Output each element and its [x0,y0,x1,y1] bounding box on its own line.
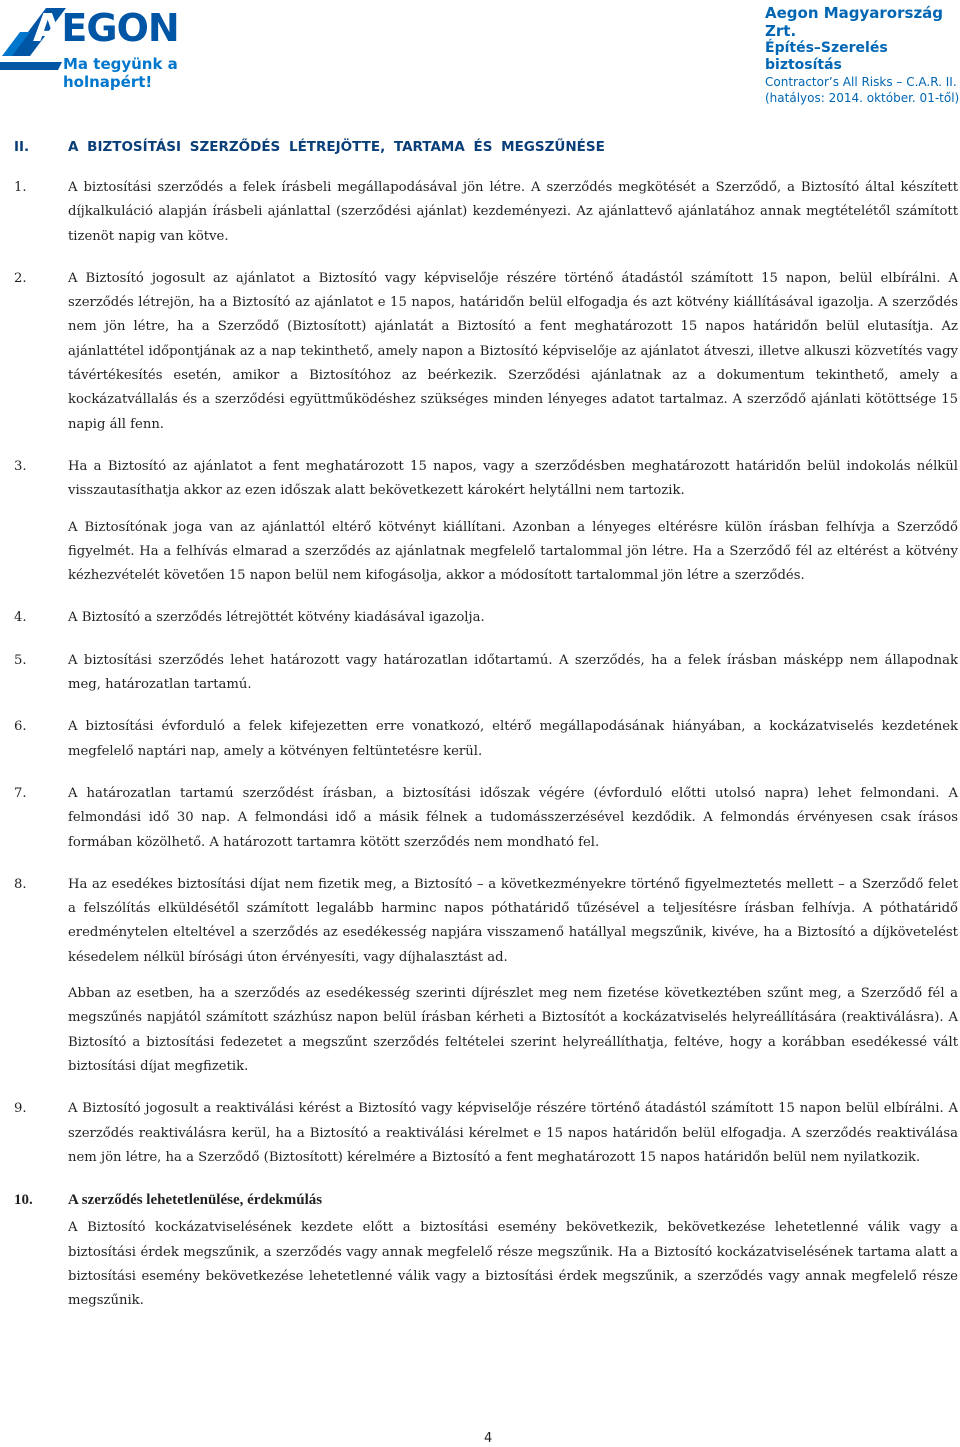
list-item [14,455,958,588]
item-number: 2. [14,270,27,286]
paragraph: A biztosítási szerződés lehet határozott vagy határozatlan időtartamú. A szerződés, ha a felek írásban másképp nem állapodnak meg, határozatlan tartamú. [68,652,958,693]
product-name: Építés–Szerelés biztosítás [765,40,888,73]
section-number: II. [14,139,30,155]
section-title [14,139,605,155]
slogan: Ma tegyünk a holnapért! [63,55,178,91]
item-body [68,455,958,588]
item-number: 3. [14,458,27,474]
product-subtitle: Contractor’s All Risks – C.A.R. II. [765,75,957,89]
page-number: 4 [484,1431,493,1446]
item-body [68,606,958,630]
page-header [0,0,960,105]
aegon-logo [0,0,260,90]
item-body [68,176,958,249]
item-number: 5. [14,652,27,668]
item-body [68,267,958,437]
paragraph: A biztosítási évforduló a felek kifejezetten erre vonatkozó, eltérő megállapodásának hiányában, a kockázatviselés kezdetének megfelelő naptári nap, amely a kötvényen feltüntetésre kerül. [68,719,958,759]
item-body [68,715,958,764]
list-item [14,782,958,855]
paragraph: Ha az esedékes biztosítási díjat nem fizetik meg, a Biztosító – a következményekre történő figyelmeztetés mellett – a Szerződő felet a felszólítás elküldésétől számított legalább harminc napos póthatáridő tűzésével a teljesítésre írásban felhívja. A póthatáridő eredménytelen elteltével a szerződés az esedékesség napjára visszamenő hatállyal megszűnik, kivéve, ha a Biztosító a díjkövetelést késedelem nélkül bírósági úton érvényesíti, vagy díjhalasztást ad. [68,876,958,965]
item-number: 9. [14,1101,27,1117]
logo-text: EGON [61,6,179,50]
list-item [14,649,958,698]
logo-wordmark [33,6,179,50]
item-body [68,1097,958,1170]
paragraph: A Biztosító kockázatviselésének kezdete előtt a biztosítási esemény bekövetkezik, bekövetkezése lehetetlenné válik vagy a biztosítási érdek megszűnik, a szerződés vagy annak megfelelő része megszűnik. Ha a Biztosító kockázatviselésének tartama alatt a biztosítási esemény bekövetkezése lehetetlenné válik vagy a biztosítási érdek megszűnik, a szerződés vagy annak megfelelő része megszűnik. [68,1220,958,1309]
validity-date: (hatályos: 2014. október. 01-től) [765,91,960,105]
logo-letter: A [33,6,62,50]
paragraph: A Biztosító a szerződés létrejöttét kötvény kiadásával igazolja. [68,610,485,626]
paragraph: A határozatlan tartamú szerződést írásban, a biztosítási időszak végére (évforduló előtti utolsó napra) lehet felmondani. A felmondási idő 30 nap. A felmondási idő a másik félnek a tudomásszerzésével kezdődik. A felmondás érvényesen csak írásos formában közölhető. A határozott tartamra kötött szerződés nem mondható fel. [68,785,958,850]
item-number: 4. [14,610,27,626]
section-heading: A BIZTOSÍTÁSI SZERZŐDÉS LÉTREJÖTTE, TARTAMA ÉS MEGSZŰNÉSE [68,139,605,155]
paragraph: Abban az esetben, ha a szerződés az esedékesség szerinti díjrészlet meg nem fizetése következtében szűnt meg, a Szerződő fél a megszűnés napjától számított százhúsz napon belül írásban kérheti a Biztosítót a kockázatviselés helyreállítására (reaktiválásra). A Biztosító a biztosítási fedezetet a megszűnt szerződés feltételei szerint helyreállíthatja, feltéve, hogy a korábban esedékessé vált biztosítási díjat megfizetik. [68,986,958,1074]
list-item [14,267,958,437]
document-body [14,176,958,1332]
paragraph: A Biztosítónak joga van az ajánlattól eltérő kötvényt kiállítani. Azonban a lényeges eltérésre külön írásban felhívja a Szerződő figyelmét. Ha a felhívás elmarad a szerződés az ajánlatnak megfelelő tartalommal jön létre. Ha a Szerződő fél az eltérést a kötvény kézhezvételét követően 15 napon belül nem kifogásolja, akkor a módosított tartalommal jön létre a szerződés. [68,519,958,584]
list-item [14,1188,958,1313]
paragraph: A biztosítási szerződés a felek írásbeli megállapodásával jön létre. A szerződés megkötését a Szerződő, a Biztosító által készített díjkalkuláció alapján írásbeli ajánlattal (szerződési ajánlat) kezdeményezi. Az ajánlattevő ajánlatához annak megtételétől számított tizenöt napig van kötve. [68,180,958,244]
item-body [68,1188,958,1313]
item-number: 10. [14,1192,33,1209]
list-item [14,873,958,1079]
item-heading: A szerződés lehetetlenülése, érdekmúlás [68,1192,323,1209]
item-body [68,873,958,1079]
list-item [14,1097,958,1170]
paragraph: A Biztosító jogosult a reaktiválási kérést a Biztosító vagy képviselője részére történő átadástól számított 15 napon belül elbírálni. A szerződés reaktiválásra kerül, ha a Biztosító a reaktiválási kérelmet e 15 napos határidőn belül elfogadja. A szerződés reaktiválása nem jön létre, ha a Szerződő (Biztosított) kérelmére a Biztosító a fent meghatározott 15 napos határidőn belül nem nyilatkozik. [68,1101,958,1165]
paragraph: Ha a Biztosító az ajánlatot a fent meghatározott 15 napos, vagy a szerződésben meghatározott határidőn belül indokolás nélkül visszautasíthatja akkor az ezen időszak alatt bekövetkezett károkért helytállni nem tartozik. [68,458,958,499]
item-body [68,782,958,855]
list-item [14,176,958,249]
item-body [68,649,958,698]
company-name: Aegon Magyarország Zrt. [765,4,944,40]
item-number: 8. [14,876,27,892]
paragraph: A Biztosító jogosult az ajánlatot a Biztosító vagy képviselője részére történő átadástól számított 15 napon, belül elbírálni. A szerződés létrejön, ha a Biztosító az ajánlatot e 15 napos, határidőn belül elfogadja és azt kötvény kiállításával igazolja. A szerződés nem jön létre, ha a Szerződő (Biztosított) ajánlatát a Biztosító a fent meghatározott 15 napos határidőn belül elutasítja. Az ajánlattétel időpontjának az a nap tekinthető, amely napon a Biztosító képviselője az ajánlatot átveszi, illetve alkuszi közvetítés vagy távértékesítés esetén, amikor a Biztosítóhoz az beérkezik. Szerződési ajánlatnak az a dokumentum tekinthető, amely a kockázatvállalás és a szerződési együttműködéshez szükséges minden lényeges adatot tartalmaz. A szerződő ajánlati kötöttsége 15 napig áll fenn. [68,270,958,432]
item-number: 6. [14,719,27,735]
company-info [765,4,960,106]
item-number: 1. [14,180,27,195]
item-number: 7. [14,785,27,801]
list-item [14,606,958,630]
list-item [14,715,958,764]
